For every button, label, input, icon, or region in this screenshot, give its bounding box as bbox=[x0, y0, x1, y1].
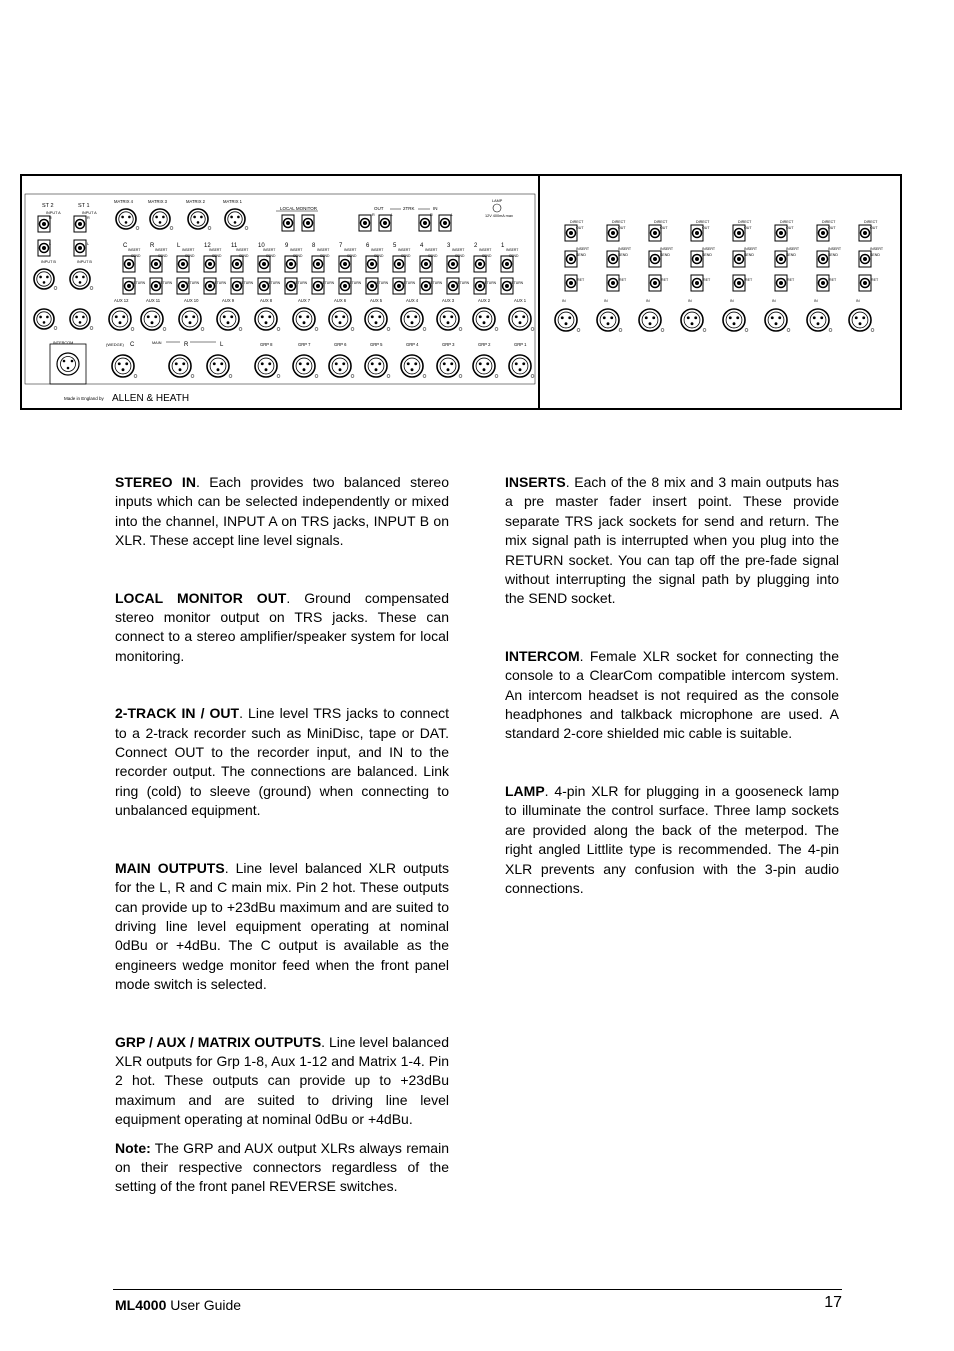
aux-9-xlr bbox=[217, 308, 242, 331]
grp-1-xlr bbox=[509, 355, 534, 378]
insert-send-jack-2 bbox=[474, 256, 486, 272]
main-c-label: C bbox=[130, 342, 135, 348]
aux-3-xlr bbox=[437, 308, 462, 331]
st1-label: ST 1 bbox=[78, 203, 90, 209]
two-track-jack-4 bbox=[439, 213, 454, 231]
grp-aux-matrix-heading: GRP / AUX / MATRIX OUTPUTS bbox=[115, 1033, 322, 1050]
grp-aux-matrix-text: . Line level balanced XLR outputs for Grp 1-8, Aux 1-12 and Matrix 1-4. Pin 2 hot. These outputs can provide up to +23dBu maximum and are suited to driving line level equipment operating at nominal 0dBu or +4dBu. bbox=[115, 1033, 449, 1128]
grp-aux-matrix-section bbox=[115, 1033, 449, 1130]
insert-send-jack-R bbox=[150, 256, 162, 272]
st2-xlr-l bbox=[34, 309, 57, 330]
send-label: SEND bbox=[702, 253, 712, 257]
grp-label-8: GRP 8 bbox=[260, 342, 273, 347]
lamp-text: . 4-pin XLR for plugging in a gooseneck lamp to illuminate the control surface. Three lamp sockets are provided along the back of the meterpod. The right angled Littlite type is recommended. The 4-pin XLR prevents any confusion with the 3-pin audio connections. bbox=[505, 782, 839, 896]
insert-label: INSERT bbox=[744, 247, 758, 251]
send-label: SEND bbox=[185, 254, 195, 258]
footer-title bbox=[115, 1297, 241, 1313]
direct-label: DIRECT bbox=[822, 220, 836, 224]
direct-label: DIRECT bbox=[696, 220, 710, 224]
insert-send-jack-5 bbox=[393, 256, 405, 272]
direct-out-label: OUT bbox=[828, 226, 836, 230]
intercom-xlr bbox=[57, 353, 79, 375]
st1-pin-r-label: R bbox=[87, 216, 90, 220]
return-label: RETURN bbox=[239, 281, 254, 285]
ret-label: RET bbox=[661, 278, 669, 282]
insert-send-jack-1 bbox=[501, 256, 513, 272]
brand-label: ALLEN & HEATH bbox=[112, 393, 190, 404]
st1-input-b-label: INPUT B bbox=[77, 260, 92, 264]
channel-in-xlr bbox=[597, 309, 622, 332]
two-track-jacks bbox=[359, 213, 453, 231]
matrix-label-3: MATRIX 3 bbox=[148, 199, 168, 204]
insert-number-2: 2 bbox=[474, 243, 478, 249]
send-label: SEND bbox=[786, 253, 796, 257]
st2-xlr-r bbox=[34, 269, 57, 290]
grp-label-1: GRP 1 bbox=[514, 342, 527, 347]
aux-label-2: AUX 2 bbox=[478, 298, 491, 303]
two-track-text: . Line level TRS jacks to connect to a 2-track recorder such as MiniDisc, tape or DAT. Connect OUT to the recorder input, and IN to the recorder output. The connections are balanced. Link ring (cold) to sleeve (ground) when connecting to unbalanced equipment. bbox=[115, 705, 449, 819]
matrix-label-2: MATRIX 2 bbox=[186, 199, 206, 204]
intercom-section bbox=[505, 647, 839, 744]
insert-number-12: 12 bbox=[204, 243, 211, 249]
insert-ret-jack bbox=[649, 275, 661, 291]
ret-label: RET bbox=[745, 278, 753, 282]
insert-ret-jack bbox=[859, 275, 871, 291]
insert-ret-jack bbox=[817, 275, 829, 291]
main-c-xlr bbox=[112, 355, 137, 378]
insert-label: INSERT bbox=[660, 247, 674, 251]
send-label: SEND bbox=[293, 254, 303, 258]
two-track-label: 2TRK bbox=[403, 206, 415, 211]
local-monitor-text: . Ground compensated stereo monitor output on TRS jacks. These can connect to a stereo amplifier/speaker system for local monitoring. bbox=[115, 589, 449, 664]
matrix-3-xlr bbox=[150, 209, 173, 230]
insert-number-L: L bbox=[177, 243, 181, 249]
insert-jacks bbox=[123, 243, 524, 294]
channel-strip bbox=[555, 220, 590, 332]
note-section bbox=[115, 1139, 449, 1197]
direct-out-label: OUT bbox=[744, 226, 752, 230]
channel-in-xlr bbox=[849, 309, 874, 332]
grp-8-xlr bbox=[255, 355, 280, 378]
lamp-heading: LAMP bbox=[505, 782, 545, 799]
send-label: SEND bbox=[660, 253, 670, 257]
send-label: SEND bbox=[618, 253, 628, 257]
return-label: RETURN bbox=[428, 281, 443, 285]
aux-11-xlr bbox=[141, 308, 166, 331]
insert-label: INSERT bbox=[479, 248, 492, 252]
group-outputs bbox=[255, 342, 534, 378]
in-label: IN bbox=[688, 299, 692, 303]
in-label: IN bbox=[562, 299, 566, 303]
main-label: MAIN bbox=[152, 341, 162, 345]
aux-label-8: AUX 8 bbox=[260, 298, 273, 303]
aux-label-12: AUX 12 bbox=[114, 298, 129, 303]
main-outputs-text: . Line level balanced XLR outputs for the L, R and C main mix. Pin 2 hot. These outputs can provide up to +23dBu maximum and are suited to driving line level equipment operating at nominal 0dBu or +4dBu. The C output is available as the engineers wedge monitor feed when the front panel mode switch is selected. bbox=[115, 859, 449, 993]
insert-send-jack-8 bbox=[312, 256, 324, 272]
lamp-label: LAMP bbox=[492, 199, 503, 203]
note-heading: Note: bbox=[115, 1139, 151, 1156]
stereo-in-jacks bbox=[34, 216, 93, 330]
insert-label: INSERT bbox=[618, 247, 632, 251]
send-label: SEND bbox=[576, 253, 586, 257]
send-label: SEND bbox=[428, 254, 438, 258]
send-label: SEND bbox=[347, 254, 357, 258]
direct-out-label: OUT bbox=[576, 226, 584, 230]
return-label: RETURN bbox=[509, 281, 524, 285]
inserts-text: . Each of the 8 mix and 3 main outputs has a pre master fader insert point. These provide separate TRS jack sockets for send and return. The mix signal path is interrupted when you plug into the RETURN socket. You can tap off the pre-fade signal without interrupting the signal path by plugging into the SEND socket. bbox=[505, 474, 839, 607]
aux-4-xlr bbox=[401, 308, 426, 331]
intercom-text: . Female XLR socket for connecting the console to a ClearCom compatible intercom system. An intercom headset is not required as the console headphones and talkback microphone are used. A standard 2-core shielded mic cable is suitable. bbox=[505, 647, 839, 742]
aux-label-3: AUX 3 bbox=[442, 298, 455, 303]
return-label: RETURN bbox=[347, 281, 362, 285]
ret-label: RET bbox=[829, 278, 837, 282]
send-label: SEND bbox=[266, 254, 276, 258]
send-label: SEND bbox=[870, 253, 880, 257]
insert-label: INSERT bbox=[182, 248, 195, 252]
rear-panel-diagram bbox=[20, 174, 902, 410]
insert-number-9: 9 bbox=[285, 243, 289, 249]
st2-input-b-label: INPUT B bbox=[41, 260, 56, 264]
aux-12-xlr bbox=[109, 308, 134, 331]
insert-ret-jack bbox=[607, 275, 619, 291]
insert-number-10: 10 bbox=[258, 243, 265, 249]
ret-label: RET bbox=[871, 278, 879, 282]
aux-7-xlr bbox=[293, 308, 318, 331]
aux-label-6: AUX 6 bbox=[334, 298, 347, 303]
matrix-2-xlr bbox=[188, 209, 211, 230]
st2-pin-r-label: R bbox=[49, 216, 52, 220]
intercom-heading: INTERCOM bbox=[505, 647, 580, 664]
send-label: SEND bbox=[401, 254, 411, 258]
channel-in-xlr bbox=[639, 309, 664, 332]
channel-strip bbox=[849, 220, 884, 332]
local-monitor-label: LOCAL MONITOR bbox=[280, 206, 318, 211]
channel-connectors bbox=[555, 220, 884, 332]
send-label: SEND bbox=[744, 253, 754, 257]
grp-label-3: GRP 3 bbox=[442, 342, 455, 347]
return-label: RETURN bbox=[185, 281, 200, 285]
two-track-out-r-label: R bbox=[372, 213, 375, 217]
insert-send-jack-10 bbox=[258, 256, 270, 272]
grp-label-7: GRP 7 bbox=[298, 342, 311, 347]
return-label: RETURN bbox=[266, 281, 281, 285]
aux-label-7: AUX 7 bbox=[298, 298, 311, 303]
main-outputs bbox=[112, 355, 232, 378]
grp-label-2: GRP 2 bbox=[478, 342, 491, 347]
return-label: RETURN bbox=[158, 281, 173, 285]
st1-xlr-l bbox=[70, 309, 93, 330]
channel-strip bbox=[765, 220, 800, 332]
channel-in-xlr bbox=[681, 309, 706, 332]
channel-strip bbox=[807, 220, 842, 332]
in-label: IN bbox=[646, 299, 650, 303]
insert-number-R: R bbox=[150, 243, 155, 249]
direct-label: DIRECT bbox=[612, 220, 626, 224]
stereo-in-heading: STEREO IN bbox=[115, 474, 196, 490]
insert-label: INSERT bbox=[398, 248, 411, 252]
send-label: SEND bbox=[131, 254, 141, 258]
inserts-heading: INSERTS bbox=[505, 474, 566, 490]
stereo-in-text: . Each provides two balanced stereo inputs which can be selected independently or mixed into the channel, INPUT A on TRS jacks, INPUT B on XLR. These accept line level signals. bbox=[115, 474, 449, 549]
insert-send-jack-7 bbox=[339, 256, 351, 272]
insert-ret-jack bbox=[691, 275, 703, 291]
insert-send-jack-3 bbox=[447, 256, 459, 272]
two-track-jack-1 bbox=[359, 215, 371, 231]
local-monitor-l-jack bbox=[302, 215, 314, 231]
ret-label: RET bbox=[577, 278, 585, 282]
insert-label: INSERT bbox=[870, 247, 884, 251]
local-monitor-section bbox=[115, 589, 449, 667]
direct-label: DIRECT bbox=[780, 220, 794, 224]
insert-label: INSERT bbox=[236, 248, 249, 252]
direct-out-label: OUT bbox=[786, 226, 794, 230]
local-monitor-jacks bbox=[282, 215, 314, 231]
insert-ret-jack bbox=[733, 275, 745, 291]
insert-number-8: 8 bbox=[312, 243, 316, 249]
aux-10-xlr bbox=[179, 308, 204, 331]
channel-strip bbox=[681, 220, 716, 332]
st1-pin-l-label: L bbox=[87, 242, 90, 246]
insert-send-jack-12 bbox=[204, 256, 216, 272]
footer-guide-label: User Guide bbox=[166, 1297, 242, 1313]
channel-in-xlr bbox=[765, 309, 790, 332]
matrix-label-1: MATRIX 1 bbox=[223, 199, 243, 204]
direct-label: DIRECT bbox=[864, 220, 878, 224]
insert-label: INSERT bbox=[344, 248, 357, 252]
insert-number-C: C bbox=[123, 243, 128, 249]
return-label: RETURN bbox=[374, 281, 389, 285]
insert-number-11: 11 bbox=[231, 243, 238, 249]
direct-out-label: OUT bbox=[618, 226, 626, 230]
st1-input-a-label: INPUT A bbox=[82, 211, 97, 215]
channel-strip bbox=[639, 220, 674, 332]
main-outputs-heading: MAIN OUTPUTS bbox=[115, 859, 225, 876]
two-track-in-r-label: R bbox=[430, 213, 433, 217]
main-outputs-section bbox=[115, 859, 449, 995]
direct-out-label: OUT bbox=[870, 226, 878, 230]
send-label: SEND bbox=[509, 254, 519, 258]
ret-label: RET bbox=[703, 278, 711, 282]
insert-label: INSERT bbox=[576, 247, 590, 251]
insert-ret-jack bbox=[775, 275, 787, 291]
lamp-socket bbox=[493, 204, 501, 212]
insert-number-4: 4 bbox=[420, 243, 424, 249]
return-label: RETURN bbox=[293, 281, 308, 285]
in-label: IN bbox=[604, 299, 608, 303]
insert-send-jack-4 bbox=[420, 256, 432, 272]
return-label: RETURN bbox=[320, 281, 335, 285]
grp-5-xlr bbox=[365, 355, 390, 378]
st2-pin-l-label: L bbox=[49, 242, 52, 246]
main-l-label: L bbox=[220, 342, 224, 348]
st1-jack-l bbox=[74, 240, 86, 256]
wedge-label: (WEDGE) bbox=[106, 342, 124, 347]
two-track-in-label: IN bbox=[433, 206, 438, 211]
st1-jack-r bbox=[74, 216, 86, 232]
grp-label-6: GRP 6 bbox=[334, 342, 347, 347]
return-label: RETURN bbox=[212, 281, 227, 285]
channel-strip bbox=[597, 220, 632, 332]
channel-in-xlr bbox=[807, 309, 832, 332]
panel-frame bbox=[21, 175, 901, 409]
aux-label-11: AUX 11 bbox=[146, 298, 161, 303]
main-r-label: R bbox=[184, 342, 189, 348]
matrix-label-4: MATRIX 4 bbox=[114, 199, 134, 204]
insert-label: INSERT bbox=[209, 248, 222, 252]
right-column bbox=[505, 473, 839, 898]
left-column bbox=[115, 473, 449, 1197]
aux-1-xlr bbox=[509, 308, 534, 331]
ret-label: RET bbox=[619, 278, 627, 282]
matrix-4-xlr bbox=[116, 209, 139, 230]
aux-label-4: AUX 4 bbox=[406, 298, 419, 303]
local-monitor-heading: LOCAL MONITOR OUT bbox=[115, 589, 287, 606]
insert-label: INSERT bbox=[371, 248, 384, 252]
grp-7-xlr bbox=[293, 355, 318, 378]
aux-label-5: AUX 5 bbox=[370, 298, 383, 303]
insert-ret-jack bbox=[565, 275, 577, 291]
direct-label: DIRECT bbox=[738, 220, 752, 224]
insert-send-jack-11 bbox=[231, 256, 243, 272]
footer-rule bbox=[113, 1289, 842, 1290]
two-track-jack-2 bbox=[379, 213, 394, 231]
aux-6-xlr bbox=[329, 308, 354, 331]
channel-strip bbox=[723, 220, 758, 332]
aux-outputs bbox=[109, 298, 534, 331]
st2-label: ST 2 bbox=[42, 203, 54, 209]
grp-4-xlr bbox=[401, 355, 426, 378]
aux-label-9: AUX 9 bbox=[222, 298, 235, 303]
made-in-label: Made in England by bbox=[64, 396, 104, 401]
direct-label: DIRECT bbox=[654, 220, 668, 224]
send-label: SEND bbox=[828, 253, 838, 257]
grp-label-5: GRP 5 bbox=[370, 342, 383, 347]
main-l-xlr bbox=[207, 355, 232, 378]
insert-send-jack-L bbox=[177, 256, 189, 272]
lamp-section bbox=[505, 782, 839, 898]
insert-label: INSERT bbox=[702, 247, 716, 251]
return-label: RETURN bbox=[455, 281, 470, 285]
aux-label-1: AUX 1 bbox=[514, 298, 527, 303]
grp-label-4: GRP 4 bbox=[406, 342, 419, 347]
insert-label: INSERT bbox=[506, 248, 519, 252]
direct-out-label: OUT bbox=[702, 226, 710, 230]
aux-5-xlr bbox=[365, 308, 390, 331]
insert-label: INSERT bbox=[155, 248, 168, 252]
insert-number-1: 1 bbox=[501, 243, 505, 249]
in-label: IN bbox=[856, 299, 860, 303]
note-text: The GRP and AUX output XLRs always remain on their respective connectors regardless of the setting of the front panel REVERSE switches. bbox=[115, 1139, 449, 1195]
aux-label-10: AUX 10 bbox=[184, 298, 199, 303]
footer-product: ML4000 bbox=[115, 1297, 167, 1313]
two-track-out-label: OUT bbox=[374, 206, 384, 211]
send-label: SEND bbox=[212, 254, 222, 258]
two-track-section bbox=[115, 704, 449, 820]
send-label: SEND bbox=[482, 254, 492, 258]
channel-in-xlr bbox=[555, 309, 580, 332]
insert-send-jack-C bbox=[123, 256, 135, 272]
insert-label: INSERT bbox=[425, 248, 438, 252]
two-track-in-l-label: L bbox=[451, 213, 454, 217]
insert-number-5: 5 bbox=[393, 243, 397, 249]
insert-number-6: 6 bbox=[366, 243, 370, 249]
send-label: SEND bbox=[158, 254, 168, 258]
send-label: SEND bbox=[239, 254, 249, 258]
aux-8-xlr bbox=[255, 308, 280, 331]
insert-label: INSERT bbox=[263, 248, 276, 252]
aux-2-xlr bbox=[473, 308, 498, 331]
send-label: SEND bbox=[320, 254, 330, 258]
insert-label: INSERT bbox=[452, 248, 465, 252]
insert-send-jack-6 bbox=[366, 256, 378, 272]
matrix-1-xlr bbox=[225, 209, 248, 230]
insert-number-3: 3 bbox=[447, 243, 451, 249]
insert-label: INSERT bbox=[828, 247, 842, 251]
direct-label: DIRECT bbox=[570, 220, 584, 224]
insert-label: INSERT bbox=[128, 248, 141, 252]
return-label: RETURN bbox=[401, 281, 416, 285]
intercom-label: INTERCOM bbox=[53, 341, 74, 345]
lamp-spec-label: 12V 400mA max bbox=[485, 214, 513, 218]
grp-2-xlr bbox=[473, 355, 498, 378]
main-r-xlr bbox=[169, 355, 194, 378]
st2-input-a-label: INPUT A bbox=[46, 211, 61, 215]
two-track-out-l-label: L bbox=[391, 213, 394, 217]
send-label: SEND bbox=[455, 254, 465, 258]
in-label: IN bbox=[772, 299, 776, 303]
two-track-heading: 2-TRACK IN / OUT bbox=[115, 705, 240, 722]
insert-label: INSERT bbox=[786, 247, 800, 251]
in-label: IN bbox=[814, 299, 818, 303]
page-number: 17 bbox=[824, 1294, 842, 1311]
direct-out-label: OUT bbox=[660, 226, 668, 230]
return-label: RETURN bbox=[482, 281, 497, 285]
insert-send-jack-9 bbox=[285, 256, 297, 272]
insert-number-7: 7 bbox=[339, 243, 343, 249]
insert-label: INSERT bbox=[317, 248, 330, 252]
matrix-outputs bbox=[116, 209, 248, 230]
stereo-in-section bbox=[115, 473, 449, 551]
send-label: SEND bbox=[374, 254, 384, 258]
inserts-section bbox=[505, 473, 839, 609]
in-label: IN bbox=[730, 299, 734, 303]
st1-xlr-r bbox=[70, 269, 93, 290]
two-track-jack-3 bbox=[419, 215, 431, 231]
grp-3-xlr bbox=[437, 355, 462, 378]
grp-6-xlr bbox=[329, 355, 354, 378]
insert-label: INSERT bbox=[290, 248, 303, 252]
return-label: RETURN bbox=[131, 281, 146, 285]
local-monitor-r-jack bbox=[282, 215, 294, 231]
channel-in-xlr bbox=[723, 309, 748, 332]
ret-label: RET bbox=[787, 278, 795, 282]
